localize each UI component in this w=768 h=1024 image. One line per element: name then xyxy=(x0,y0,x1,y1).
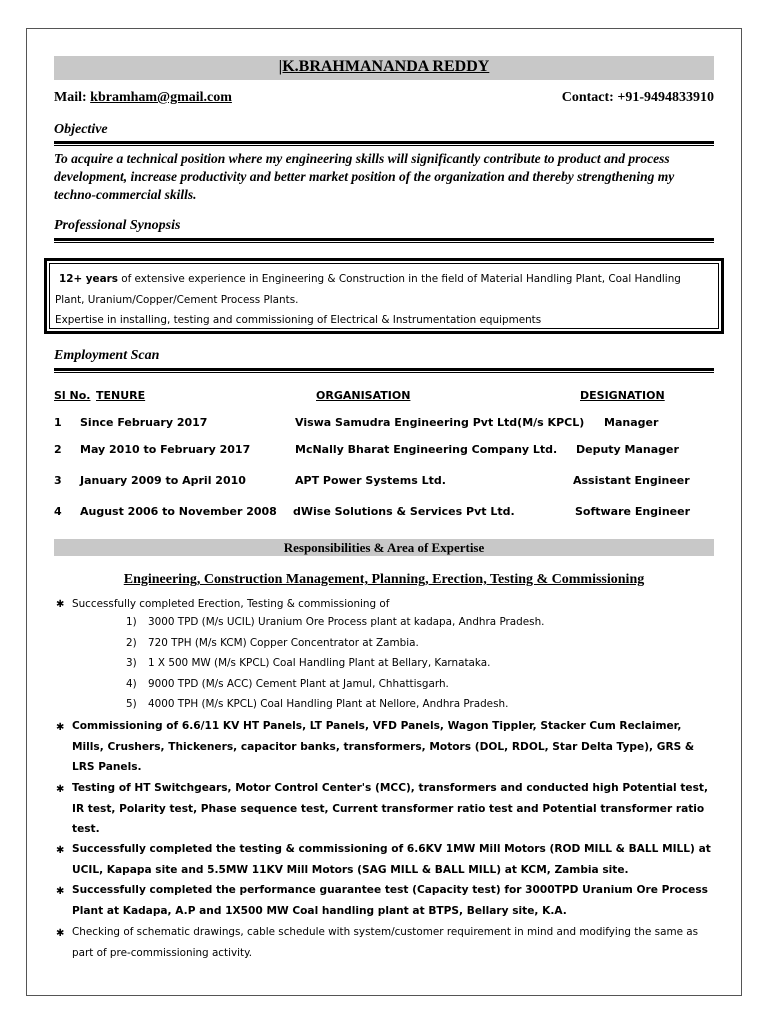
bullet-commissioning: Commissioning of 6.6/11 KV HT Panels, LT Panels, VFD Panels, Wagon Tippler, Stacker Cum Reclaimer, Mills, Crushers, Thickeners, capacitor banks, transformers, Motors (DOL, RDOL, Star Delta Type), GRS & LRS Panels. xyxy=(72,720,695,773)
header-tenure: TENURE xyxy=(96,389,146,402)
bullet-icon: ✱ xyxy=(56,886,65,897)
bullet-schematic-check: Checking of schematic drawings, cable schedule with system/customer requirement in mind and modifying the same as part of pre-commissioning activity. xyxy=(72,926,699,959)
bullet-testing: Testing of HT Switchgears, Motor Control Center's (MCC), transformers and conducted high Potential test, IR test, Polarity test, Phase sequence test, Current transformer ratio test and Potential transformer ratio test. xyxy=(72,782,708,835)
synopsis-text: 12+ years of extensive experience in Engineering & Construction in the field of Material Handling Plant, Coal Handling Plant, Uranium/Copper/Cement Process Plants. Expertise in installing, testing and commissioning of Electrical & Instrumentation equipments xyxy=(55,273,681,326)
responsibilities-banner xyxy=(54,539,714,556)
name-banner xyxy=(54,56,714,80)
bullet-icon: ✱ xyxy=(56,599,65,610)
mail-label: Mail: xyxy=(54,90,91,105)
candidate-name: |K.BRAHMANANDA REDDY xyxy=(278,58,490,75)
responsibilities-title: Responsibilities & Area of Expertise xyxy=(283,540,485,555)
bullet-performance-test: Successfully completed the performance guarantee test (Capacity test) for 3000TPD Uranium Ore Process Plant at Kadapa, A.P and 1X500 MW Coal handling plant at BTPS, Bellary site, K.A. xyxy=(72,884,708,917)
bullet-intro: Successfully completed Erection, Testing & commissioning of xyxy=(72,598,390,610)
bullet-icon: ✱ xyxy=(56,845,65,856)
objective-title: Objective xyxy=(54,122,108,137)
header-slno: Sl No. xyxy=(54,389,91,402)
synopsis-title: Professional Synopsis xyxy=(54,218,181,233)
employment-divider xyxy=(54,368,714,373)
bullet-icon: ✱ xyxy=(56,722,65,733)
bullet-icon: ✱ xyxy=(56,784,65,795)
objective-divider xyxy=(54,141,714,146)
mail-link[interactable]: kbramham@gmail.com xyxy=(90,90,232,105)
synopsis-divider xyxy=(54,238,714,243)
expertise-subtitle: Engineering, Construction Management, Planning, Erection, Testing & Commissioning xyxy=(123,572,645,587)
employment-title: Employment Scan xyxy=(54,348,160,363)
bullet-icon: ✱ xyxy=(56,928,65,939)
synopsis-years: 12+ years xyxy=(59,273,118,285)
bullet-mill-motors: Successfully completed the testing & commissioning of 6.6KV 1MW Mill Motors (ROD MILL & BALL MILL) at UCIL, Kapapa site and 5.5MW 11KV Mill Motors (SAG MILL & BALL MILL) at KCM, Zambia site. xyxy=(72,843,711,876)
mail-line xyxy=(54,90,232,106)
synopsis-box xyxy=(44,258,724,334)
header-designation: DESIGNATION xyxy=(580,389,665,402)
header-organisation: ORGANISATION xyxy=(316,389,411,402)
contact-line: Contact: +91-9494833910 xyxy=(561,90,714,105)
objective-text: To acquire a technical position where my engineering skills will significantly contribute to product and process development, increase productivity and better market position of the organization and thereby strengthening my techno-commercial skills. xyxy=(54,151,675,202)
